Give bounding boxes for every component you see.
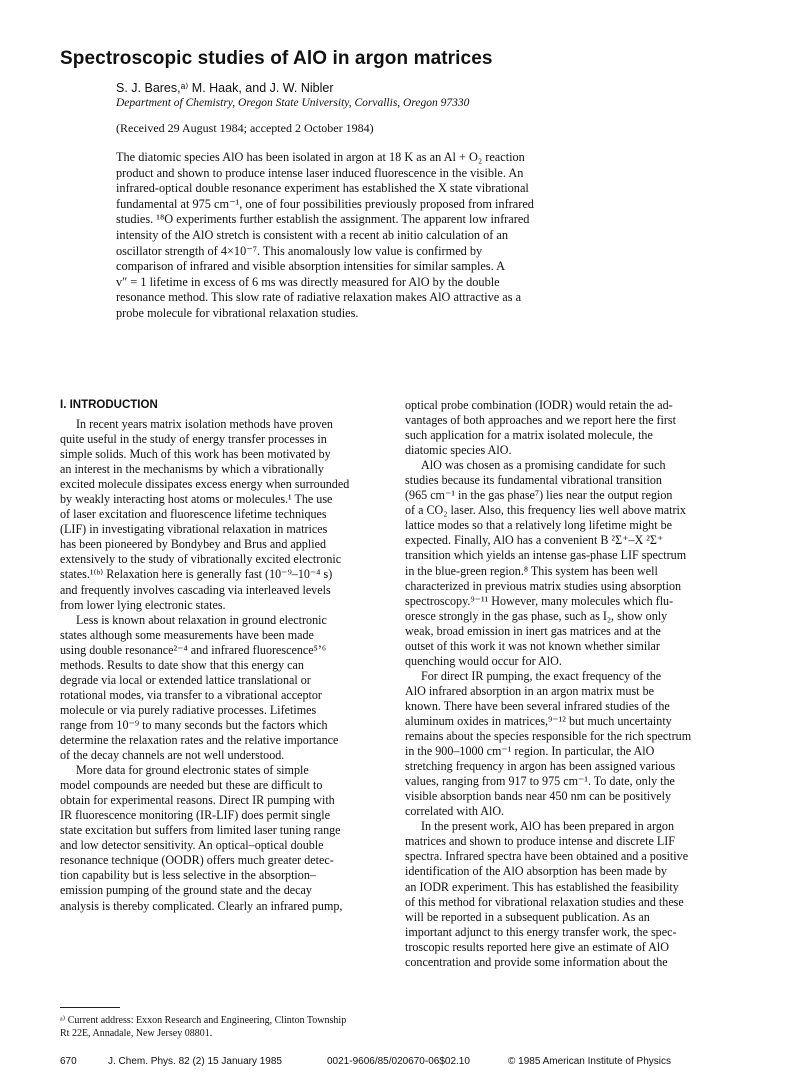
text-line: of a CO₂ laser. Also, this frequency lies well above matrix xyxy=(405,503,686,518)
author-list: S. J. Bares,ᵃ⁾ M. Haak, and J. W. Nibler xyxy=(116,81,334,95)
text-line: determine the relaxation rates and the relative importance xyxy=(60,732,339,747)
text-line: model compounds are needed but these are difficult to xyxy=(60,778,323,793)
text-line: has been pioneered by Bondybey and Brus and applied xyxy=(60,537,326,552)
text-line: identification of the AlO absorption has been made by xyxy=(405,864,667,879)
text-line: diatomic species AlO. xyxy=(405,443,512,458)
text-line: characterized in previous matrix studies using absorption xyxy=(405,578,682,593)
text-line: excited molecule dissipates excess energy when surrounded xyxy=(60,477,350,492)
abstract-line: fundamental at 975 cm⁻¹, one of four possibilities previously proposed from infrared xyxy=(116,196,534,211)
text-line: from lower lying electronic states. xyxy=(60,597,226,612)
left-column xyxy=(60,398,385,914)
abstract-line: product and shown to produce intense laser induced fluorescence in the visible. An xyxy=(116,165,524,180)
abstract-line: resonance method. This slow rate of radiative relaxation makes AlO attractive as a xyxy=(116,290,522,305)
text-line: obtain for experimental reasons. Direct IR pumping with xyxy=(60,793,335,808)
text-line: of this method for vibrational relaxation studies and these xyxy=(405,894,684,909)
text-line: aluminum oxides in matrices,⁹⁻¹² but much uncertainty xyxy=(405,713,672,728)
abstract-line: The diatomic species AlO has been isolated in argon at 18 K as an Al + O₂ reaction xyxy=(116,150,525,164)
copyright-notice: © 1985 American Institute of Physics xyxy=(508,1056,672,1067)
text-line: Less is known about relaxation in ground electronic xyxy=(76,612,327,627)
page-number: 670 xyxy=(60,1056,77,1067)
text-line: range from 10⁻⁹ to many seconds but the factors which xyxy=(60,717,328,732)
abstract xyxy=(116,150,588,322)
text-line: state excitation but suffers from limited laser tuning range xyxy=(60,823,341,838)
text-line: known. There have been several infrared studies of the xyxy=(405,698,670,713)
abstract-line: probe molecule for vibrational relaxation studies. xyxy=(116,305,359,320)
text-line: resonance technique (OODR) offers much greater detec- xyxy=(60,853,334,868)
text-line: tion capability but is less selective in the absorption– xyxy=(60,868,316,883)
text-line: In recent years matrix isolation methods have proven xyxy=(76,417,333,431)
abstract-line: intensity of the AlO stretch is consistent with a recent ab initio calculation of an xyxy=(116,227,509,242)
text-line: AlO infrared absorption in an argon matrix must be xyxy=(405,683,654,698)
abstract-line: studies. ¹⁸O experiments further establish the assignment. The apparent low infrared xyxy=(116,212,530,227)
text-line: troscopic results reported here give an estimate of AlO xyxy=(405,939,669,954)
text-line: and low detector sensitivity. An optical–optical double xyxy=(60,838,324,853)
text-line: remains about the species responsible for the rich spectrum xyxy=(405,729,692,744)
affiliation: Department of Chemistry, Oregon State University, Corvallis, Oregon 97330 xyxy=(116,97,470,109)
text-line: in the blue-green region.⁸ This system has been well xyxy=(405,563,658,578)
right-column xyxy=(405,398,730,970)
text-line: using double resonance²⁻⁴ and infrared fluorescence⁵ʼ⁶ xyxy=(60,642,327,657)
text-line: emission pumping of the ground state and the decay xyxy=(60,883,312,898)
footnote-rule xyxy=(60,1007,120,1008)
text-line: an interest in the mechanisms by which a vibrationally xyxy=(60,462,324,477)
text-line: extensively to the study of vibrationally excited electronic xyxy=(60,552,342,567)
text-line: methods. Results to date show that this energy can xyxy=(60,657,304,672)
text-line: weak, broad emission in inert gas matrices and at the xyxy=(405,623,661,638)
section-heading: I. INTRODUCTION xyxy=(60,399,158,411)
text-line: studies because its fundamental vibrational transition xyxy=(405,473,662,488)
text-line: correlated with AlO. xyxy=(405,804,505,819)
text-line: lattice modes so that a relatively long lifetime might be xyxy=(405,518,672,533)
text-line: molecule or via purely radiative processes. Lifetimes xyxy=(60,702,317,717)
text-line: concentration and provide some information about the xyxy=(405,954,668,969)
text-line: of laser excitation and fluorescence lifetime techniques xyxy=(60,507,327,522)
received-dates: (Received 29 August 1984; accepted 2 October 1984) xyxy=(116,121,374,135)
text-line: visible absorption bands near 450 nm can be positively xyxy=(405,789,672,804)
text-line: More data for ground electronic states of simple xyxy=(76,763,309,778)
text-line: For direct IR pumping, the exact frequency of the xyxy=(421,668,662,683)
text-line: quenching would occur for AlO. xyxy=(405,653,562,668)
text-line: an IODR experiment. This has established the feasibility xyxy=(405,879,679,894)
text-line: outset of this work it was not known whether similar xyxy=(405,638,660,653)
text-line: (LIF) in investigating vibrational relaxation in matrices xyxy=(60,522,328,537)
text-line: expected. Finally, AlO has a convenient B ²Σ⁺–X ²Σ⁺ xyxy=(405,533,664,548)
journal-citation: J. Chem. Phys. 82 (2) 15 January 1985 xyxy=(108,1056,282,1067)
footnote-line: Rt 22E, Annadale, New Jersey 08801. xyxy=(60,1028,213,1039)
text-line: such application for a matrix isolated molecule, the xyxy=(405,428,653,443)
text-line: optical probe combination (IODR) would retain the ad- xyxy=(405,398,673,412)
text-line: stretching frequency in argon has been assigned various xyxy=(405,759,676,774)
text-line: states.¹⁽ᵇ⁾ Relaxation here is generally fast (10⁻⁹–10⁻⁴ s) xyxy=(60,567,333,582)
text-line: in the 900–1000 cm⁻¹ region. In particular, the AlO xyxy=(405,744,655,759)
text-line: and frequently involves cascading via interleaved levels xyxy=(60,582,331,597)
text-line: In the present work, AlO has been prepared in argon xyxy=(421,819,674,834)
article-code: 0021-9606/85/020670-06$02.10 xyxy=(327,1056,470,1067)
abstract-line: infrared-optical double resonance experiment has established the X state vibrational xyxy=(116,181,529,196)
text-line: quite useful in the study of energy transfer processes in xyxy=(60,432,327,447)
text-line: important adjunct to this energy transfer work, the spec- xyxy=(405,924,677,939)
text-line: oresce strongly in the gas phase, such as I₂, show only xyxy=(405,608,668,623)
text-line: states although some measurements have been made xyxy=(60,627,314,642)
text-line: matrices and shown to produce intense and discrete LIF xyxy=(405,834,676,849)
text-line: spectroscopy.⁹⁻¹¹ However, many molecules which flu- xyxy=(405,593,674,608)
text-line: values, ranging from 917 to 975 cm⁻¹. To date, only the xyxy=(405,774,675,789)
text-line: AlO was chosen as a promising candidate for such xyxy=(421,458,666,473)
text-line: will be reported in a subsequent publication. As an xyxy=(405,909,650,924)
text-line: of the decay channels are not well understood. xyxy=(60,748,285,763)
footnote-line: ᵃ⁾ Current address: Exxon Research and Engineering, Clinton Township xyxy=(60,1015,347,1026)
abstract-line: v″ = 1 lifetime in excess of 6 ms was directly measured for AlO by the double xyxy=(116,274,500,289)
text-line: simple solids. Much of this work has been motivated by xyxy=(60,447,331,462)
text-line: by weakly interacting host atoms or molecules.¹ The use xyxy=(60,492,333,507)
text-line: transition which yields an intense gas-phase LIF spectrum xyxy=(405,548,687,563)
abstract-line: oscillator strength of 4×10⁻⁷. This anomalously low value is confirmed by xyxy=(116,243,483,258)
article-title: Spectroscopic studies of AlO in argon matrices xyxy=(60,48,493,69)
text-line: (965 cm⁻¹ in the gas phase⁷) lies near the output region xyxy=(405,488,673,503)
text-line: degrade via local or extended lattice translational or xyxy=(60,672,311,687)
text-line: vantages of both approaches and we report here the first xyxy=(405,413,676,428)
text-line: rotational modes, via transfer to a vibrational acceptor xyxy=(60,687,322,702)
text-line: spectra. Infrared spectra have been obtained and a positive xyxy=(405,849,689,864)
footnote xyxy=(60,1014,346,1040)
abstract-line: comparison of infrared and visible absorption intensities for similar samples. A xyxy=(116,259,505,274)
text-line: IR fluorescence monitoring (IR-LIF) does permit single xyxy=(60,808,331,823)
text-line: analysis is thereby complicated. Clearly an infrared pump, xyxy=(60,898,343,913)
